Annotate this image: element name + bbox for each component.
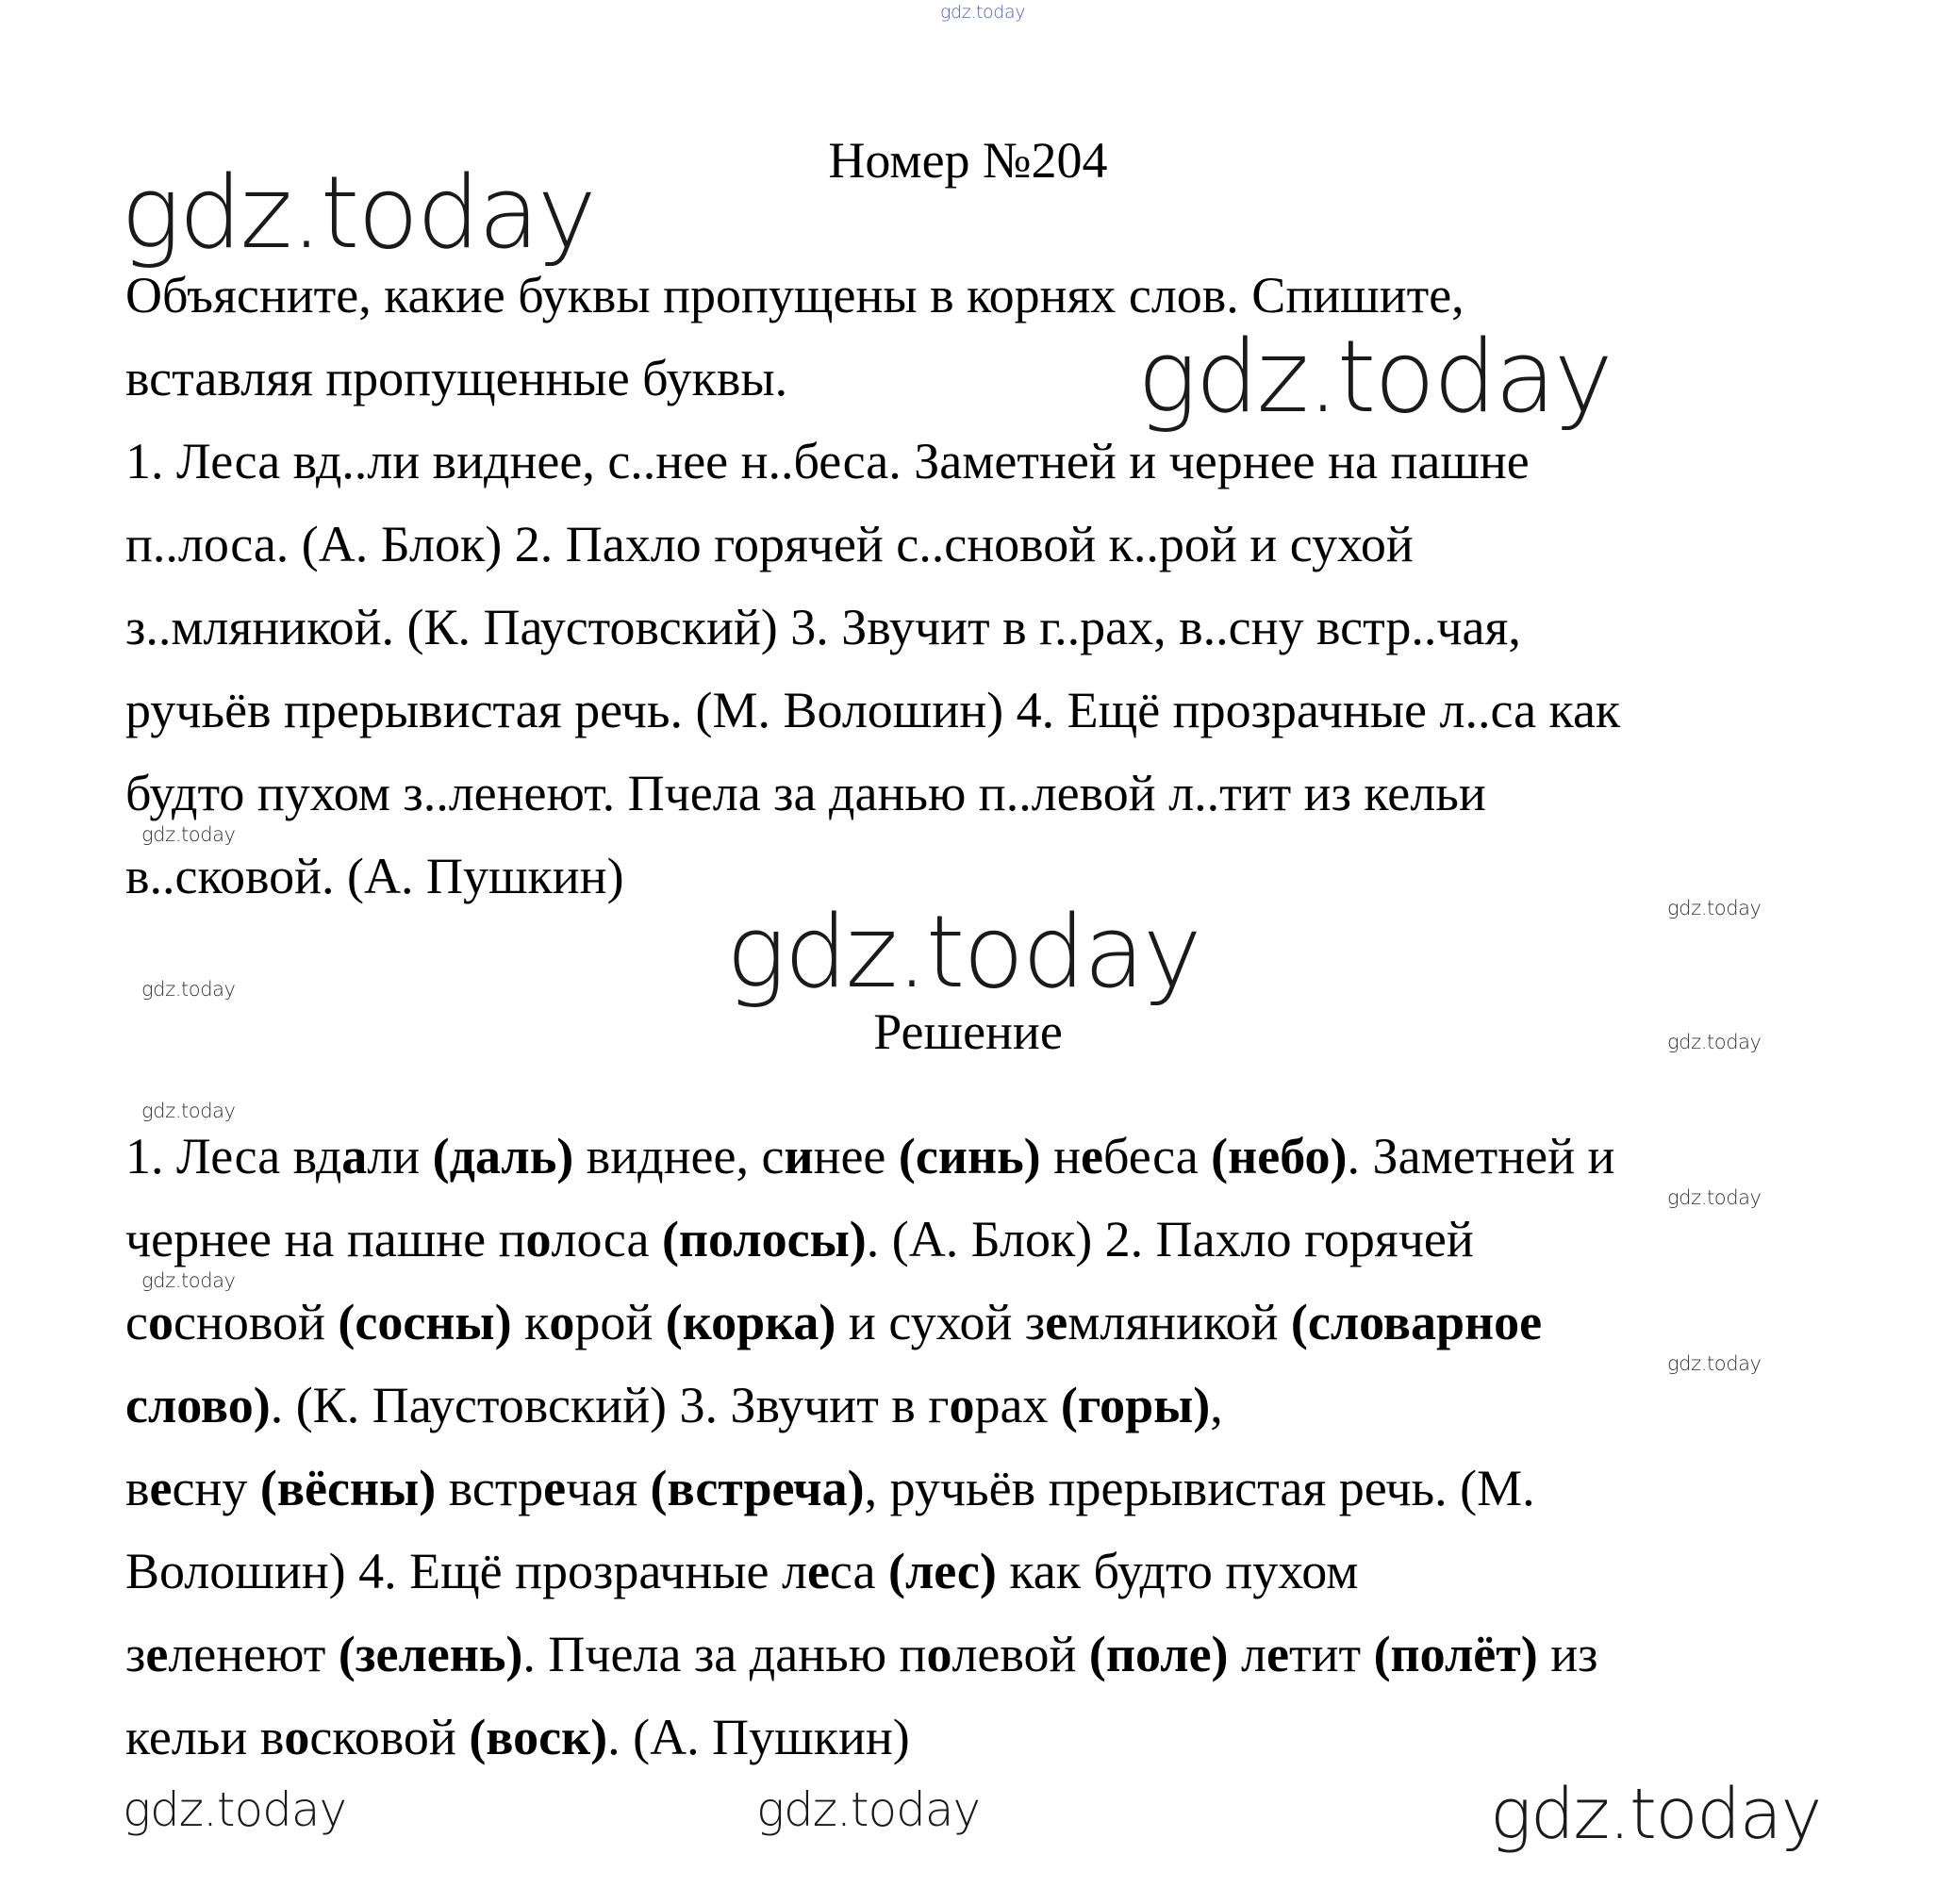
page-title: Номер №204 [828, 132, 1108, 189]
text-segment: лоса [551, 1211, 662, 1267]
text-segment: . (А. Блок) 2. Пахло горячей [866, 1211, 1474, 1267]
highlighted-segment: слово) [125, 1377, 271, 1433]
text-segment: ли [367, 1128, 433, 1184]
highlighted-segment: (полёт) [1373, 1626, 1538, 1682]
text-segment: нее [813, 1128, 899, 1184]
highlighted-segment: (полосы) [661, 1211, 867, 1267]
highlighted-segment: о [147, 1294, 174, 1350]
solution-heading: Решение [873, 1003, 1063, 1060]
highlighted-segment: е [543, 1460, 567, 1516]
solution-line [125, 1128, 1614, 1184]
solution-line [125, 1211, 1474, 1267]
solution-line [125, 1709, 910, 1765]
highlighted-segment: (встреча) [650, 1460, 865, 1516]
watermark: gdz.today [141, 823, 236, 846]
watermark: gdz.today [1667, 1352, 1762, 1375]
text-segment: кельи в [125, 1709, 285, 1765]
text-segment: чернее на пашне п [125, 1211, 526, 1267]
text-segment: с [125, 1294, 148, 1350]
highlighted-segment: о [525, 1211, 552, 1267]
text-segment: 1. Леса вд [125, 1128, 342, 1184]
text-segment: левой [951, 1626, 1089, 1682]
highlighted-segment: е [149, 1460, 173, 1516]
watermark: gdz.today [1667, 1186, 1762, 1209]
highlighted-segment: (словарное [1290, 1294, 1543, 1350]
highlighted-segment: е [1266, 1626, 1289, 1682]
highlighted-segment: (горы) [1060, 1377, 1211, 1433]
watermark: gdz.today [756, 1782, 981, 1837]
task-instruction-line: Объясните, какие буквы пропущены в корнях слов. Спишите, [125, 267, 1464, 323]
text-segment: встр [436, 1460, 544, 1516]
highlighted-segment: и [784, 1128, 814, 1184]
solution-line [125, 1377, 1223, 1433]
highlighted-segment: (даль) [432, 1128, 574, 1184]
watermark: gdz.today [123, 1782, 347, 1837]
task-text-line: ручьёв прерывистая речь. (М. Волошин) 4. Ещё прозрачные л..са как [125, 682, 1621, 738]
text-segment: . Пчела за данью п [522, 1626, 927, 1682]
task-text-line: в..сковой. (А. Пушкин) [125, 848, 624, 904]
text-segment: л [1228, 1626, 1266, 1682]
highlighted-segment: (вёсны) [259, 1460, 437, 1516]
watermark: gdz.today [141, 1100, 236, 1122]
text-segment: . (К. Паустовский) 3. Звучит в г [270, 1377, 950, 1433]
text-segment: тит [1288, 1626, 1374, 1682]
solution-line [125, 1460, 1535, 1516]
text-segment: сну [172, 1460, 260, 1516]
highlighted-segment: (поле) [1088, 1626, 1229, 1682]
text-segment: к [511, 1294, 550, 1350]
text-segment: мляникой [1067, 1294, 1291, 1350]
highlighted-segment: о [284, 1709, 310, 1765]
text-segment: чая [566, 1460, 651, 1516]
text-segment: са [829, 1543, 889, 1599]
text-segment: в [125, 1460, 150, 1516]
highlighted-segment: а [341, 1128, 368, 1184]
header-watermark: gdz.today [940, 2, 1026, 23]
highlighted-segment: е [806, 1543, 830, 1599]
text-segment: з [125, 1626, 146, 1682]
text-segment: , ручьёв прерывистая речь. (М. [864, 1460, 1535, 1516]
text-segment: и сухой з [836, 1294, 1046, 1350]
watermark: gdz.today [1667, 897, 1762, 919]
watermark: gdz.today [121, 155, 595, 271]
text-segment: Волошин) 4. Ещё прозрачные л [125, 1543, 807, 1599]
highlighted-segment: е [1081, 1128, 1103, 1184]
highlighted-segment: е [1045, 1294, 1068, 1350]
task-instruction-line: вставляя пропущенные буквы. [125, 350, 788, 406]
text-segment: сковой [309, 1709, 470, 1765]
task-text-line: з..мляникой. (К. Паустовский) 3. Звучит в г..рах, в..сну встр..чая, [125, 599, 1521, 655]
text-segment: как будто пухом [996, 1543, 1359, 1599]
highlighted-segment: о [926, 1626, 952, 1682]
text-segment: н [1040, 1128, 1082, 1184]
solution-line [125, 1626, 1597, 1682]
text-segment: виднее, с [573, 1128, 785, 1184]
task-text-line: п..лоса. (А. Блок) 2. Пахло горячей с..сновой к..рой и сухой [125, 516, 1414, 572]
text-segment: . Заметней и [1347, 1128, 1615, 1184]
text-segment: сновой [173, 1294, 339, 1350]
task-text-line: будто пухом з..ленеют. Пчела за данью п..левой л..тит из кельи [125, 765, 1486, 821]
watermark: gdz.today [141, 1269, 236, 1292]
text-segment: из [1537, 1626, 1598, 1682]
watermark: gdz.today [1667, 1031, 1762, 1053]
highlighted-segment: (лес) [888, 1543, 997, 1599]
text-segment: ленеют [168, 1626, 339, 1682]
text-segment: , [1210, 1377, 1223, 1433]
solution-line [125, 1294, 1542, 1350]
highlighted-segment: (корка) [665, 1294, 836, 1350]
highlighted-segment: е [145, 1626, 169, 1682]
text-segment: рой [574, 1294, 666, 1350]
watermark: gdz.today [141, 978, 236, 1001]
highlighted-segment: (синь) [898, 1128, 1041, 1184]
watermark: gdz.today [726, 894, 1200, 1010]
text-segment: беса [1103, 1128, 1212, 1184]
highlighted-segment: о [549, 1294, 575, 1350]
text-segment: . (А. Пушкин) [607, 1709, 910, 1765]
highlighted-segment: (воск) [469, 1709, 608, 1765]
highlighted-segment: (зелень) [338, 1626, 523, 1682]
watermark: gdz.today [1137, 319, 1612, 435]
highlighted-segment: (небо) [1211, 1128, 1348, 1184]
text-segment: рах [974, 1377, 1061, 1433]
watermark: gdz.today [1490, 1774, 1821, 1855]
task-text-line: 1. Леса вд..ли виднее, с..нее н..беса. Заметней и чернее на пашне [125, 433, 1530, 489]
highlighted-segment: о [949, 1377, 975, 1433]
solution-line [125, 1543, 1358, 1599]
highlighted-segment: (сосны) [338, 1294, 512, 1350]
